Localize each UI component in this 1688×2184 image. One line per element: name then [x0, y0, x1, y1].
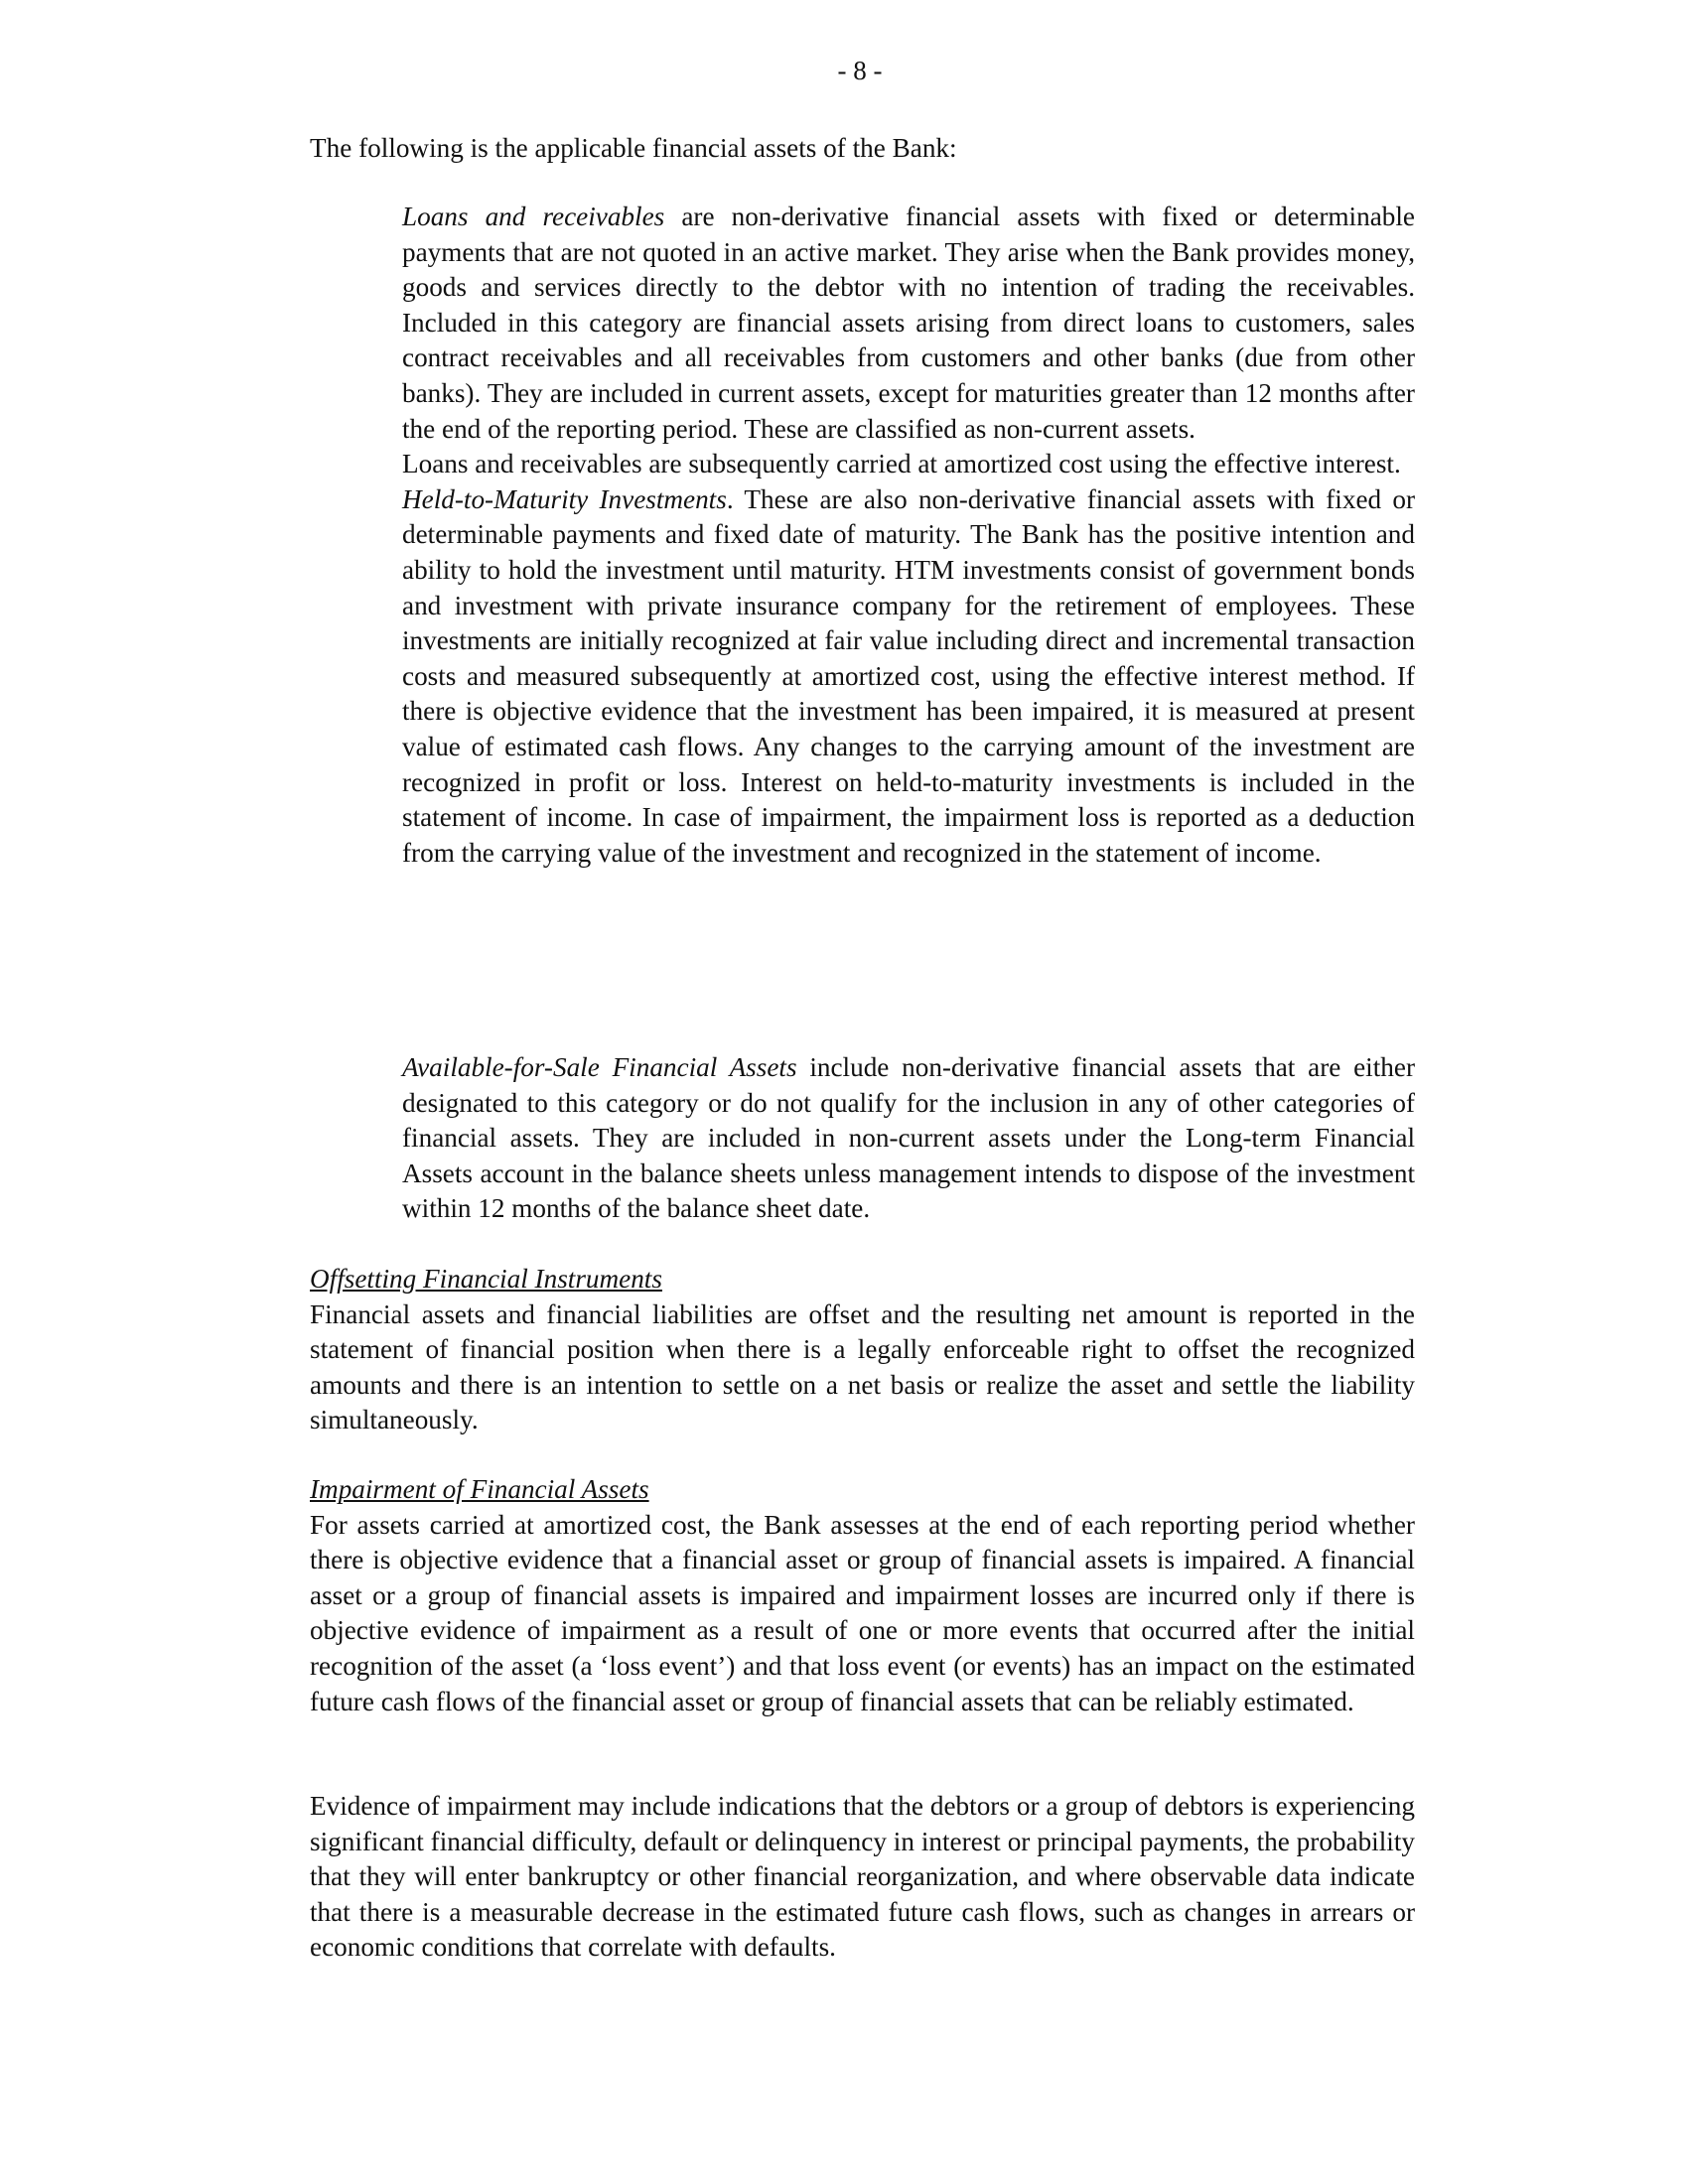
offsetting-section	[310, 1262, 1415, 1438]
htm-paragraph	[402, 482, 1415, 872]
htm-term: Held-to-Maturity Investments	[402, 483, 727, 514]
afs-paragraph	[402, 1050, 1415, 1227]
loans-text: are non-derivative financial assets with fixed or determinable payments that are not quoted in an active market. They arise when the Bank provides money, goods and services directly to the debtor with no intention of trading the receivables. Included in this category are financial assets arising from direct loans to customers, sales contract receivables and all receivables from customers and other banks (due from other banks). They are included in current assets, except for maturities greater than 12 months after the end of the reporting period. These are classified as non-current assets.	[402, 202, 1415, 444]
impairment-heading: Impairment of Financial Assets	[310, 1474, 649, 1504]
htm-text: . These are also non-derivative financial assets with fixed or determinable payments and fixed date of maturity. The Bank has the positive intention and ability to hold the investment until maturity. HTM investments consist of government bonds and investment with private insurance company for the retirement of employees. These investments are initially recognized at fair value including direct and incremental transaction costs and measured subsequently at amortized cost, using the effective interest method. If there is objective evidence that the investment has been impaired, it is measured at present value of estimated cash flows. Any changes to the carrying amount of the investment are recognized in profit or loss. Interest on held-to-maturity investments is included in the statement of income. In case of impairment, the impairment loss is reported as a deduction from the carrying value of the investment and recognized in the statement of income.	[402, 483, 1415, 868]
loans-section	[402, 200, 1415, 871]
loans-term: Loans and receivables	[402, 202, 665, 231]
offsetting-heading: Offsetting Financial Instruments	[310, 1264, 662, 1294]
intro-text: The following is the applicable financial assets of the Bank:	[310, 133, 957, 163]
afs-term: Available-for-Sale Financial Assets	[402, 1052, 797, 1082]
impairment-section	[310, 1472, 1415, 1719]
impairment-text: For assets carried at amortized cost, the Bank assesses at the end of each reporting period whether there is objective evidence that a financial asset or group of financial assets is impaired. A financial asset or a group of financial assets is impaired and impairment losses are incurred only if there is objective evidence of impairment as a result of one or more events that occurred after the initial recognition of the asset (a ‘loss event’) and that loss event (or events) has an impact on the estimated future cash flows of the financial asset or group of financial assets that can be reliably estimated.	[310, 1509, 1415, 1716]
afs-section	[402, 1050, 1415, 1227]
intro-paragraph	[310, 131, 1415, 167]
page-number: - 8 -	[837, 56, 883, 85]
afs-text: include non-derivative financial assets that are either designated to this category or do not qualify for the inclusion in any of other categories of financial assets. They are included in non-current assets under the Long-term Financial Assets account in the balance sheets unless management intends to dispose of the investment within 12 months of the balance sheet date.	[402, 1052, 1415, 1224]
evidence-section	[310, 1789, 1415, 1966]
loans-paragraph	[402, 200, 1415, 447]
offsetting-text: Financial assets and financial liabilities are offset and the resulting net amount is reported in the statement of financial position when there is a legally enforceable right to offset the recognized amounts and there is an intention to settle on a net basis or realize the asset and settle the liability simultaneously.	[310, 1298, 1415, 1435]
loans-subsequent: Loans and receivables are subsequently carried at amortized cost using the effective interest.	[402, 449, 1401, 479]
evidence-text: Evidence of impairment may include indications that the debtors or a group of debtors is experiencing significant financial difficulty, default or delinquency in interest or principal payments, the probability that they will enter bankruptcy or other financial reorganization, and where observable data indicate that there is a measurable decrease in the estimated future cash flows, such as changes in arrears or economic conditions that correlate with defaults.	[310, 1791, 1415, 1963]
